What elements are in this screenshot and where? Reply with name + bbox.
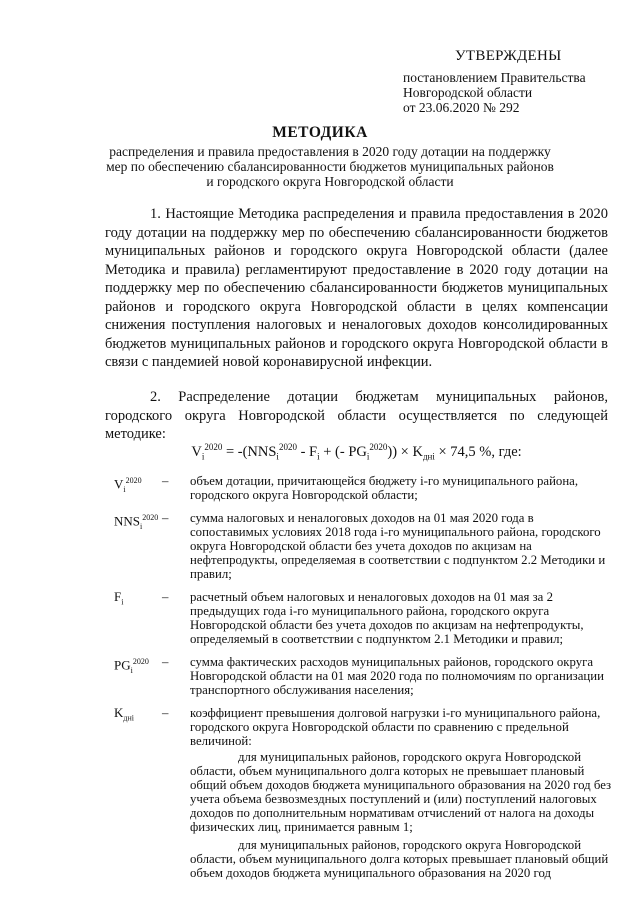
definition-dash: – xyxy=(162,706,169,720)
formula-v-sub: i xyxy=(201,451,205,462)
approved-stamp: УТВЕРЖДЕНЫ xyxy=(455,48,562,64)
definition-v xyxy=(114,474,614,502)
formula-nns-sub: i xyxy=(276,451,279,462)
subtitle-line-2: мер по обеспечению сбалансированности бюджетов муниципальных районов xyxy=(106,159,554,174)
document-subtitle xyxy=(90,144,570,189)
definition-symbol: $K_{дні}$ xyxy=(114,705,134,723)
formula-k-sub: дні xyxy=(422,451,435,462)
document-title: МЕТОДИКА xyxy=(272,124,368,141)
definition-dash: – xyxy=(162,590,169,604)
definition-text: объем дотации, причитающейся бюджету i-го муниципального района, городского округа Новгородской области; xyxy=(190,474,579,502)
formula-v: V xyxy=(191,443,202,460)
definition-dash: – xyxy=(162,655,169,669)
kdni-intro: коэффициент превышения долговой нагрузки i-го муниципального района, городского округа Новгородской области по сравнению с предельной величиной: xyxy=(190,706,601,748)
formula-nns: = -(NNS xyxy=(222,443,277,460)
subtitle-line-1: распределения и правила предоставления в 2020 году дотации на поддержку xyxy=(109,144,551,159)
definition-dash: – xyxy=(162,474,169,488)
formula-pg: + (- PG xyxy=(319,443,367,460)
definition-text: расчетный объем налоговых и неналоговых доходов на 01 мая за 2 предыдущих года i-го муниципального района, городского округа Новгородской области без учета доходов по акцизам на нефтепродукты, определяемый в соответствии с подпунктом 2.1 Методики и правил; xyxy=(190,590,584,646)
kdni-case-2: для муниципальных районов, городского округа Новгородской области, объем муниципального долга которых превышает плановый общий объем доходов бюджета муниципального образования на 2020 год xyxy=(190,838,609,880)
definition-nns xyxy=(114,511,614,581)
formula-k: )) × K xyxy=(387,443,423,460)
definition-symbol: $PG_i^{2020}$ xyxy=(114,657,149,675)
decree-line-1: постановлением Правительства xyxy=(403,70,586,85)
decree-line-3: от 23.06.2020 № 292 xyxy=(403,100,520,115)
decree-reference xyxy=(403,70,633,115)
distribution-formula xyxy=(105,442,608,462)
definition-dash: – xyxy=(162,511,169,525)
definition-symbol: $V_i^{2020}$ xyxy=(114,476,142,494)
formula-tail: × 74,5 %, где: xyxy=(434,443,522,460)
definition-symbol: $F_i$ xyxy=(114,589,124,607)
paragraph-1: 1. Настоящие Методика распределения и правила предоставления в 2020 году дотации на поддержку мер по обеспечению сбалансированности бюджетов муниципальных районов и городского округа Новгородской области (далее Методика и правила) регламентируют предоставление в 2020 году дотации на поддержку мер по обеспечению сбалансированности бюджетов муниципальных районов и городского округа Новгородской области в целях компенсации снижения поступления налоговых и неналоговых доходов консолидированных бюджетов муниципальных районов и городского округа Новгородской области в связи с пандемией новой коронавирусной инфекции. xyxy=(105,206,608,370)
definition-text: сумма налоговых и неналоговых доходов на 01 мая 2020 года в сопоставимых условиях 2018 года i-го муниципального района, городского округа Новгородской области без учета доходов по акцизам на нефтепродукты, определяемая в соответствии с подпунктом 2.2 Методики и правил; xyxy=(190,511,606,581)
definition-f xyxy=(114,590,614,646)
paragraph-2: 2. Распределение дотации бюджетам муниципальных районов, городского округа Новгородской области осуществляется по следующей методике: xyxy=(105,389,608,442)
definitions-list xyxy=(114,474,614,893)
formula-f: - F xyxy=(296,443,318,460)
formula-v-sup: 2020 xyxy=(204,442,223,452)
formula-nns-sup: 2020 xyxy=(278,442,297,452)
definition-kdni xyxy=(114,706,614,884)
definition-pg xyxy=(114,655,614,697)
kdni-case-1: для муниципальных районов, городского округа Новгородской области, объем муниципального долга которых не превышает плановый общий объем доходов бюджета муниципального образования на 2020 год без учета объема безвозмездных поступлений и (или) поступлений налоговых доходов по дополнительным нормативам отчислений от налога на доходы физических лиц, принимается равным 1; xyxy=(190,750,612,834)
definition-symbol: $NNS_i^{2020}$ xyxy=(114,513,159,531)
subtitle-line-3: и городского округа Новгородской области xyxy=(206,174,454,189)
definition-text: сумма фактических расходов муниципальных районов, городского округа Новгородской области на 01 мая 2020 года по полномочиям по организации транспортного обслуживания населения; xyxy=(190,655,604,697)
formula-pg-sub: i xyxy=(366,451,370,462)
decree-line-2: Новгородской области xyxy=(403,85,533,100)
formula-f-sub: i xyxy=(317,451,320,462)
definition-text xyxy=(190,706,614,884)
formula-pg-sup: 2020 xyxy=(369,442,388,452)
